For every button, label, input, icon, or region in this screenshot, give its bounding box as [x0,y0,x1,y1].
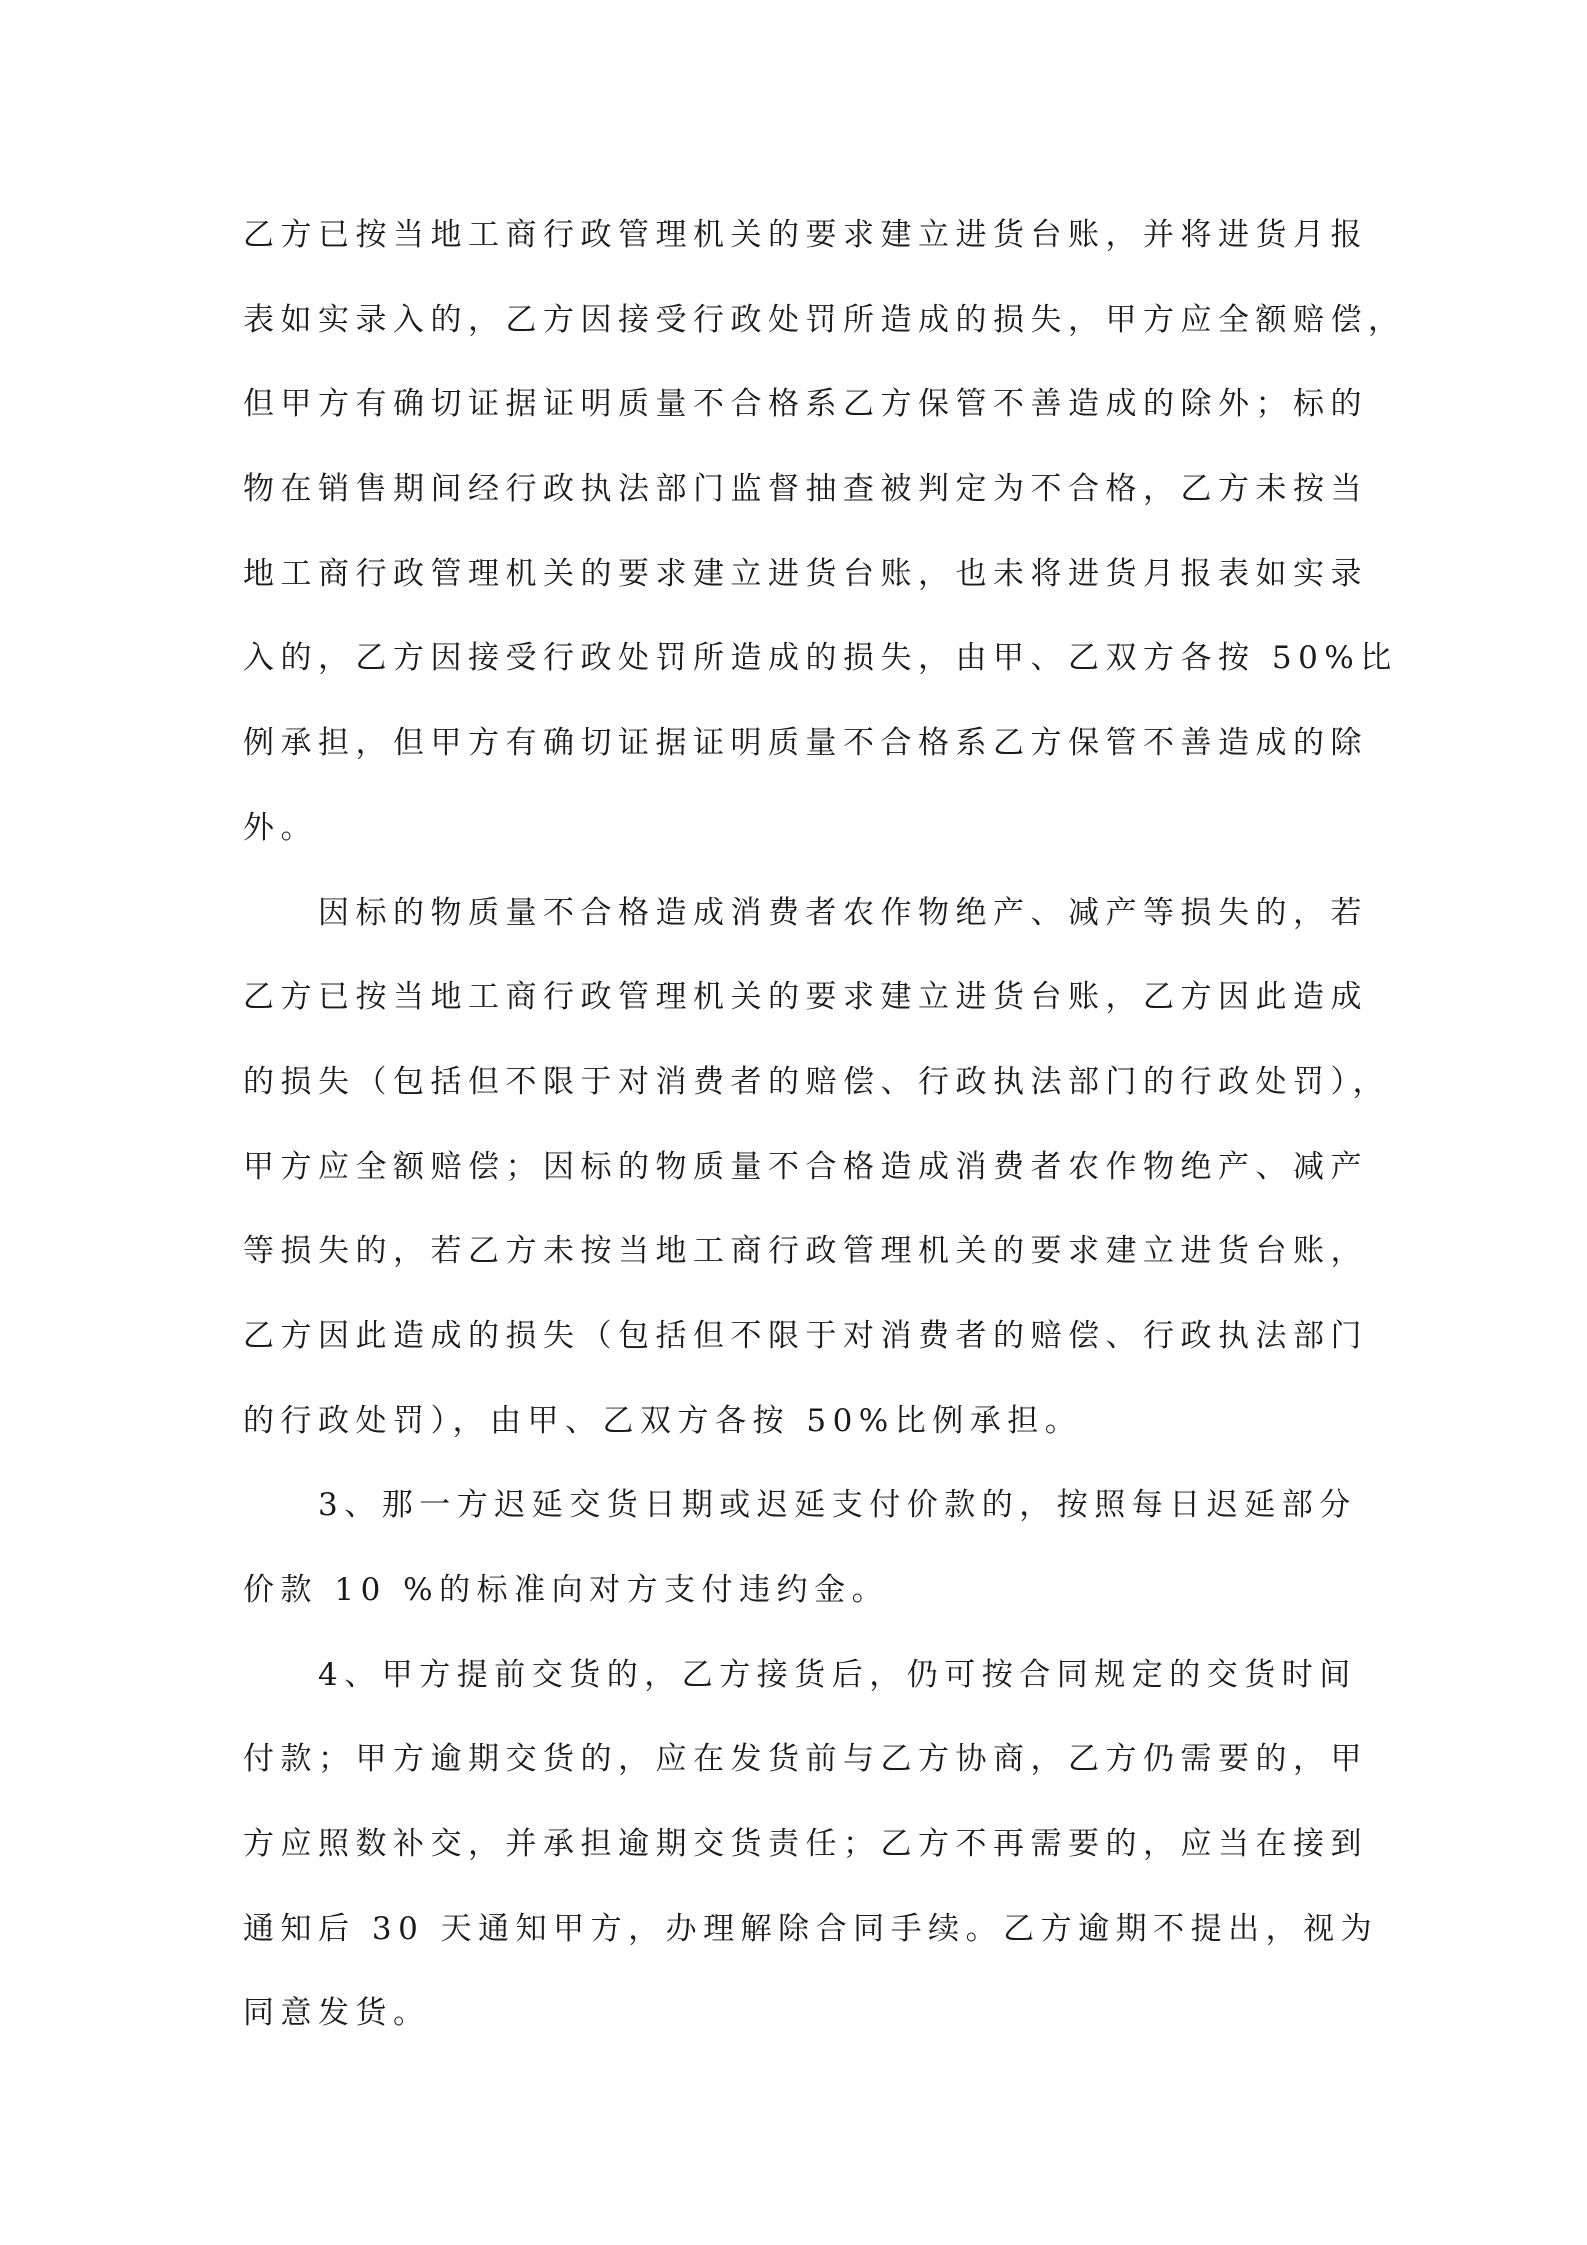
text-line: 乙方已按当地工商行政管理机关的要求建立进货台账，并将进货月报 [243,217,1368,253]
text-line: 地工商行政管理机关的要求建立进货台账，也未将进货月报表如实录 [243,555,1368,592]
text-line: 同意发货。 [243,1995,431,2032]
text-line: 但甲方有确切证据证明质量不合格系乙方保管不善造成的除外；标的 [243,386,1368,423]
document-body [243,193,1406,2056]
text-line: 乙方因此造成的损失（包括但不限于对消费者的赔偿、行政执法部门 [243,1317,1368,1354]
text-line: 付款；甲方逾期交货的，应在发货前与乙方协商，乙方仍需要的，甲 [243,1741,1368,1778]
text-line: 表如实录入的，乙方因接受行政处罚所造成的损失，甲方应全额赔偿， [243,301,1406,338]
text-line: 例承担，但甲方有确切证据证明质量不合格系乙方保管不善造成的除 [243,725,1368,762]
clause-3-start-line: 3、那一方迟延交货日期或迟延支付价款的，按照每日迟延部分 [318,1487,1357,1524]
paragraph-start-line: 因标的物质量不合格造成消费者农作物绝产、减产等损失的，若 [318,894,1368,931]
text-line: 的损失（包括但不限于对消费者的赔偿、行政执法部门的行政处罚）， [243,1063,1390,1100]
text-line: 甲方应全额赔偿；因标的物质量不合格造成消费者农作物绝产、减产 [243,1148,1368,1185]
text-line: 的行政处罚），由甲、乙双方各按 50%比例承担。 [243,1402,1083,1439]
text-line: 外。 [243,809,318,846]
text-line: 乙方已按当地工商行政管理机关的要求建立进货台账，乙方因此造成 [243,979,1368,1016]
text-line: 价款 10 %的标准向对方支付违约金。 [243,1572,890,1608]
text-line: 入的，乙方因接受行政处罚所造成的损失，由甲、乙双方各按 50%比 [243,640,1398,677]
text-line: 等损失的，若乙方未按当地工商行政管理机关的要求建立进货台账， [243,1233,1368,1270]
clause-4-start-line: 4、甲方提前交货的，乙方接货后，仍可按合同规定的交货时间 [318,1656,1357,1693]
text-line: 物在销售期间经行政执法部门监督抽查被判定为不合格，乙方未按当 [243,471,1368,508]
text-line: 通知后 30 天通知甲方，办理解除合同手续。乙方逾期不提出，视为 [243,1910,1379,1947]
text-line: 方应照数补交，并承担逾期交货责任；乙方不再需要的，应当在接到 [243,1826,1368,1863]
